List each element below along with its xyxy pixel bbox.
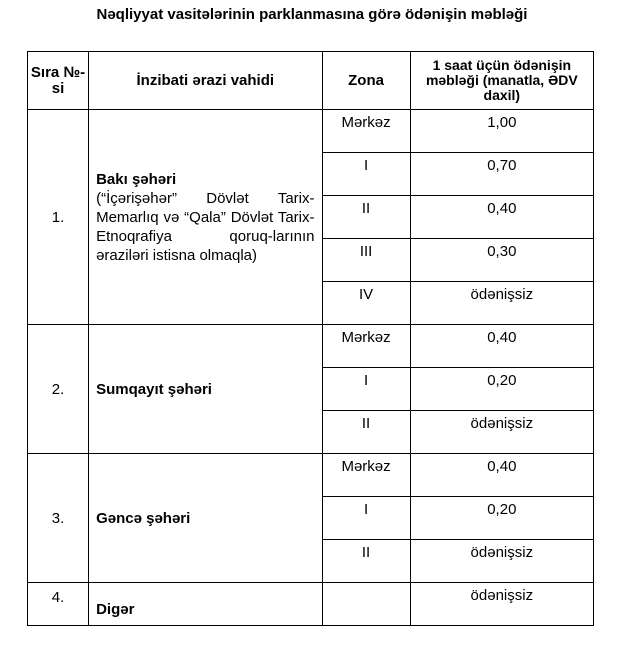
amount-cell: 0,70 — [410, 153, 593, 196]
zone-cell: Mərkəz — [322, 110, 410, 153]
amount-cell: ödənişsiz — [410, 282, 593, 325]
table-row — [28, 583, 594, 626]
zone-cell: Mərkəz — [322, 454, 410, 497]
zone-cell: III — [322, 239, 410, 282]
zone-cell: II — [322, 196, 410, 239]
amount-cell: ödənişsiz — [410, 583, 593, 626]
page-title: Nəqliyyat vasitələrinin parklanmasına görə ödənişin məbləği — [96, 6, 528, 23]
amount-cell: 0,20 — [410, 368, 593, 411]
zone-cell: I — [322, 497, 410, 540]
area-name: Gəncə şəhəri — [89, 454, 322, 583]
amount-cell: 0,40 — [410, 454, 593, 497]
header-hourly-fee: 1 saat üçün ödənişin məbləği (manatla, ƏDV daxil) — [410, 52, 593, 110]
zone-cell: IV — [322, 282, 410, 325]
area-name: Digər — [89, 583, 322, 626]
row-number: 3. — [28, 454, 89, 583]
zone-cell: I — [322, 153, 410, 196]
area-name: Bakı şəhəri — [96, 170, 177, 188]
zone-cell: II — [322, 540, 410, 583]
zone-cell: I — [322, 368, 410, 411]
parking-fee-table — [27, 51, 594, 626]
header-zone: Zona — [322, 52, 410, 110]
area-note: (“İçərişəhər” Dövlət Tarix-Memarlıq və “Qala” Dövlət Tarix-Etnoqrafiya qoruq-larının əraziləri istisna olmaqla) — [96, 189, 315, 264]
header-sequence-number: Sıra №-si — [28, 52, 89, 110]
amount-cell: ödənişsiz — [410, 411, 593, 454]
table-header-row — [28, 52, 594, 110]
amount-cell: 0,40 — [410, 196, 593, 239]
zone-cell: Mərkəz — [322, 325, 410, 368]
amount-cell: ödənişsiz — [410, 540, 593, 583]
row-number: 1. — [28, 110, 89, 325]
area-name: Sumqayıt şəhəri — [89, 325, 322, 454]
area-cell — [89, 110, 322, 325]
zone-cell — [322, 583, 410, 626]
zone-cell: II — [322, 411, 410, 454]
row-number: 2. — [28, 325, 89, 454]
amount-cell: 0,30 — [410, 239, 593, 282]
amount-cell: 0,20 — [410, 497, 593, 540]
row-number: 4. — [28, 583, 89, 626]
table-row — [28, 454, 594, 497]
table-row — [28, 110, 594, 153]
amount-cell: 1,00 — [410, 110, 593, 153]
amount-cell: 0,40 — [410, 325, 593, 368]
header-administrative-unit: İnzibati ərazi vahidi — [89, 52, 322, 110]
table-row — [28, 325, 594, 368]
